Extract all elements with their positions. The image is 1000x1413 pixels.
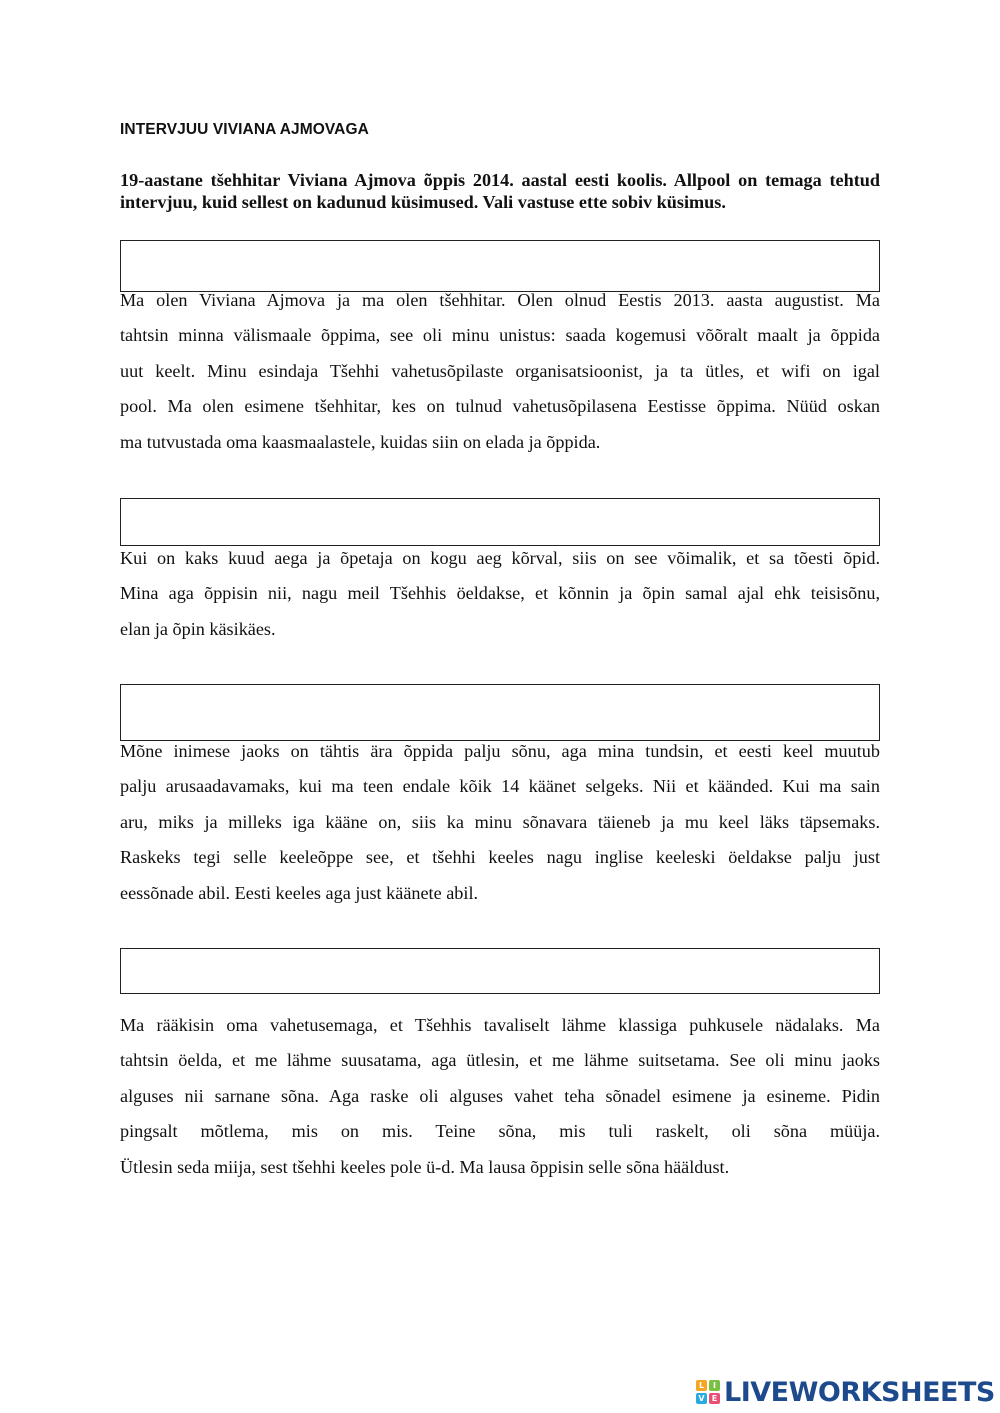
logo-mark-letter-1: L <box>696 1380 707 1391</box>
logo-mark-letter-3: V <box>696 1393 707 1404</box>
liveworksheets-logo-icon <box>696 1380 720 1404</box>
answer-1-line-1: Ma olen Viviana Ajmova ja ma olen tšehhitar. Olen olnud Eestis 2013. aasta augustist. Ma <box>120 290 880 310</box>
answer-1-line-2: tahtsin minna välismaale õppima, see oli minu unistus: saada kogemusi võõralt maalt ja õppida <box>120 325 880 346</box>
answer-2-line-2: Mina aga õppisin nii, nagu meil Tšehhis öeldakse, et kõnnin ja õpin samal ajal ehk teisisõnu, <box>120 583 880 604</box>
liveworksheets-logo <box>696 1375 995 1409</box>
answer-4-line-1: Ma rääkisin oma vahetusemaga, et Tšehhis tavaliselt lähme klassiga puhkusele nädalaks. Ma <box>120 1015 880 1035</box>
answer-2-line-1: Kui on kaks kuud aega ja õpetaja on kogu aeg kõrval, siis on see võimalik, et sa tõesti õpid. <box>120 548 880 568</box>
answer-3-line-3: aru, miks ja milleks iga kääne on, siis ka minu sõnavara täieneb ja mu keel läks täpsemaks. <box>120 811 880 832</box>
question-box-2[interactable] <box>120 498 880 546</box>
question-box-4[interactable] <box>120 948 880 994</box>
answer-paragraph-2 <box>120 541 880 647</box>
logo-mark-letter-2: I <box>709 1380 720 1391</box>
answer-4-line-3: alguses nii sarnane sõna. Aga raske oli alguses vahet teha sõnadel esimene ja esineme. Pidin <box>120 1085 880 1106</box>
question-box-3[interactable] <box>120 684 880 741</box>
answer-paragraph-4 <box>120 1008 880 1185</box>
answer-4-line-4: pingsalt mõtlema, mis on mis. Teine sõna, mis tuli raskelt, oli sõna müüja. <box>120 1121 880 1142</box>
answer-3-line-5: eessõnade abil. Eesti keeles aga just käänete abil. <box>120 882 479 903</box>
liveworksheets-logo-text: LIVEWORKSHEETS <box>724 1376 995 1408</box>
answer-1-line-4: pool. Ma olen esimene tšehhitar, kes on tulnud vahetusõpilasena Eestisse õppima. Nüüd oskan <box>120 396 880 417</box>
worksheet-instructions: 19-aastane tšehhitar Viviana Ajmova õppis 2014. aastal eesti koolis. Allpool on temaga tehtud intervjuu, kuid sellest on kadunud küsimused. Vali vastuse ette sobiv küsimus. <box>120 170 880 212</box>
answer-4-line-2: tahtsin öelda, et me lähme suusatama, aga ütlesin, et me lähme suitsetama. See oli minu jaoks <box>120 1050 880 1071</box>
answer-3-line-1: Mõne inimese jaoks on tähtis ära õppida palju sõnu, aga mina tundsin, et eesti keel muutub <box>120 741 880 761</box>
worksheet-title: INTERVJUU VIVIANA AJMOVAGA <box>120 121 369 138</box>
logo-mark-letter-4: E <box>709 1393 720 1404</box>
answer-paragraph-3 <box>120 734 880 911</box>
answer-paragraph-1 <box>120 283 880 460</box>
answer-4-line-5: Ütlesin seda miija, sest tšehhi keeles pole ü-d. Ma lausa õppisin selle sõna hääldust. <box>120 1156 730 1177</box>
answer-3-line-2: palju arusaadavamaks, kui ma teen endale kõik 14 käänet selgeks. Nii et käänded. Kui ma sain <box>120 776 880 797</box>
answer-1-line-3: uut keelt. Minu esindaja Tšehhi vahetusõpilaste organisatsioonist, ja ta ütles, et wifi on igal <box>120 360 880 381</box>
answer-3-line-4: Raskeks tegi selle keeleõppe see, et tšehhi keeles nagu inglise keeleski öeldakse palju just <box>120 847 880 868</box>
answer-1-line-5: ma tutvustada oma kaasmaalastele, kuidas siin on elada ja õppida. <box>120 431 601 452</box>
answer-2-line-3: elan ja õpin käsikäes. <box>120 618 276 639</box>
